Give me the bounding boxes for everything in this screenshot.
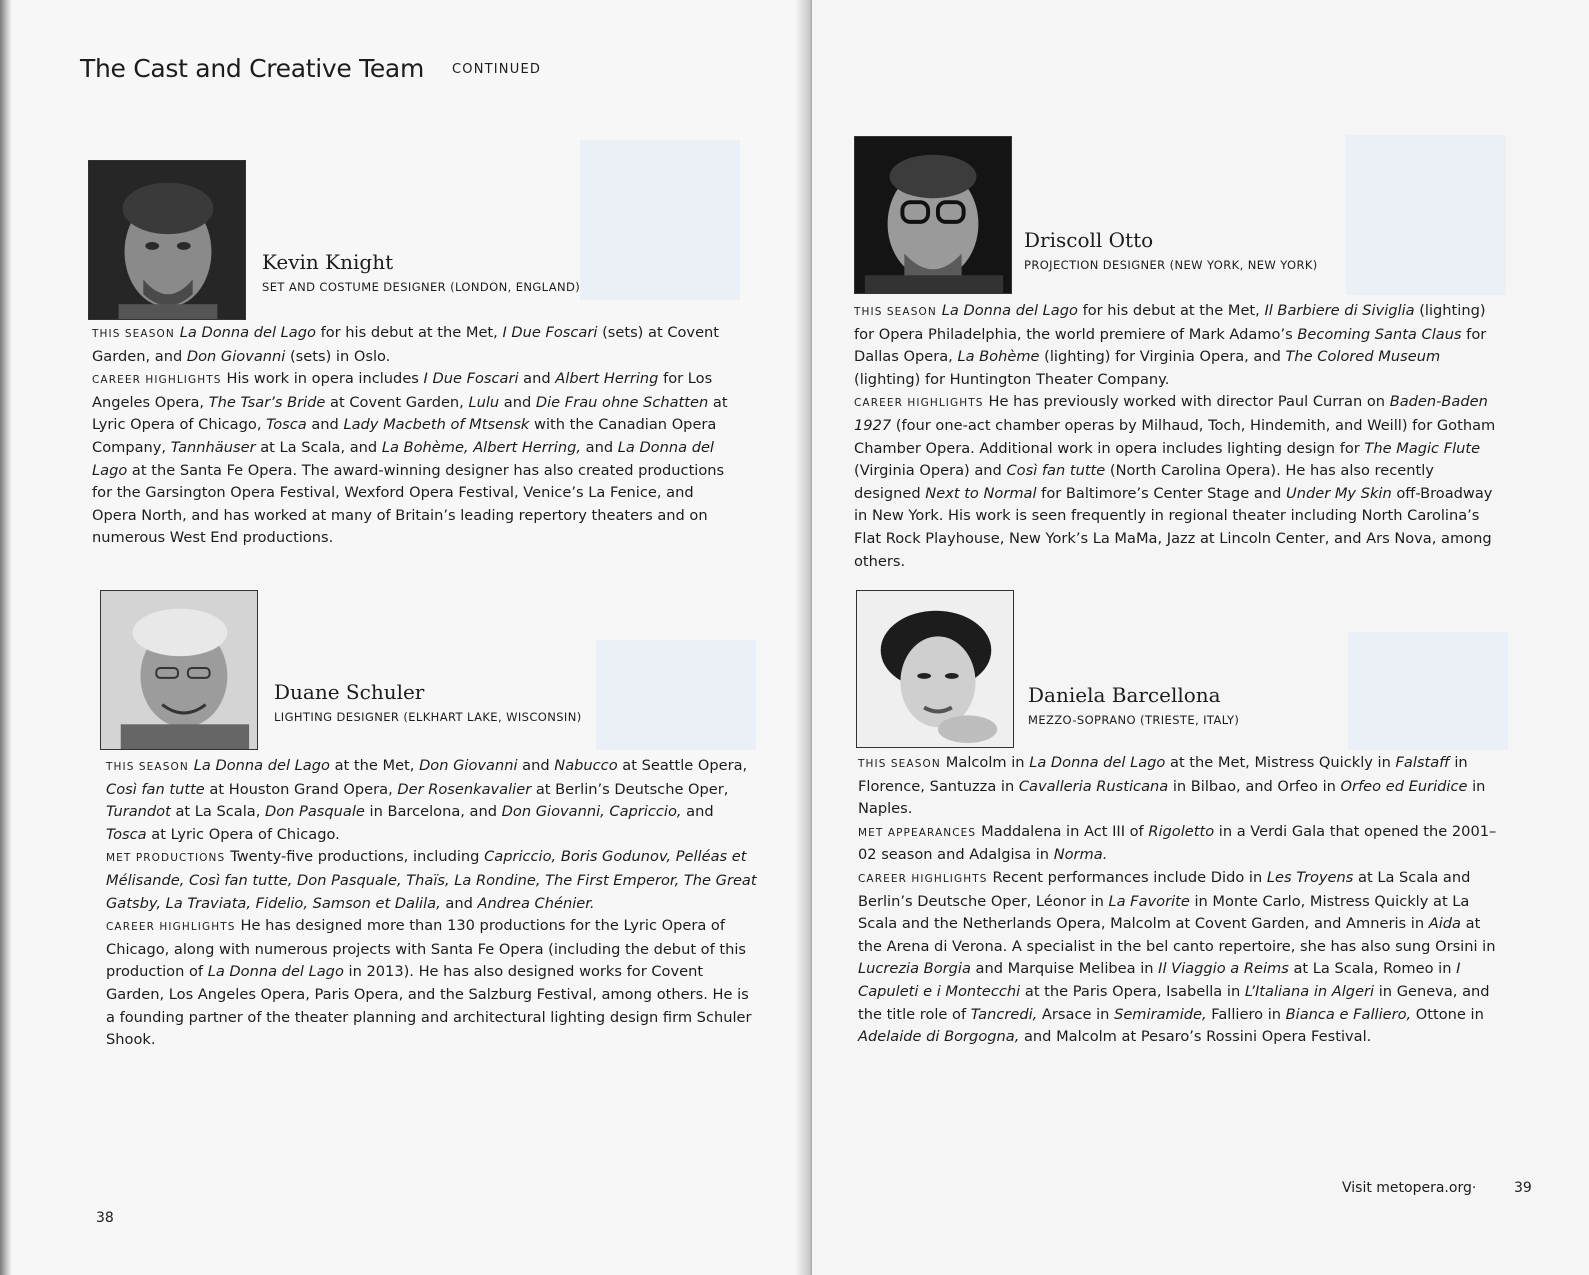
bio-label: THIS SEASON xyxy=(92,328,175,340)
bio-text: La Donna del Lago for his debut at the Met, Il Barbiere di Siviglia (lighting) for Opera Philadelphia, the world premiere of Mark Adamo’s Becoming Santa Claus for Dallas Opera, La Bohème (lighting) for Virginia Opera, and The Colored Museum (lighting) for Huntington Theater Company. xyxy=(854,302,1487,388)
bio-text: Malcolm in La Donna del Lago at the Met, Mistress Quickly in Falstaff in Florence, Santuzza in Cavalleria Rusticana in Bilbao, and Orfeo in Orfeo ed Euridice in Naples. xyxy=(858,754,1486,818)
cast-bio xyxy=(858,752,1506,1049)
cast-role: SET AND COSTUME DESIGNER (LONDON, ENGLAND) xyxy=(262,280,581,294)
bio-paragraph xyxy=(858,821,1506,867)
bleed-through-shadow xyxy=(1346,135,1506,295)
headshot-kevin-knight xyxy=(88,160,246,320)
bio-paragraph xyxy=(106,846,758,915)
cast-bio xyxy=(92,322,742,550)
portrait-image xyxy=(89,161,245,319)
bio-label: THIS SEASON xyxy=(106,761,189,773)
bleed-through-shadow xyxy=(580,140,740,300)
bio-paragraph xyxy=(92,322,742,368)
bio-text: His work in opera includes I Due Foscari and Albert Herring for Los Angeles Opera, The Tsar’s Bride at Covent Garden, Lulu and Die Frau ohne Schatten at Lyric Opera of Chicago, Tosca and Lady Macbeth of Mtsensk with the Canadian Opera Company, Tannhäuser at La Scala, and La Bohème, Albert Herring, and La Donna del Lago at the Santa Fe Opera. The award-winning designer has also created productions for the Garsington Opera Festival, Wexford Opera Festival, Venice’s La Fenice, and Opera North, and has worked at many of Britain’s leading repertory theaters and on numerous West End productions. xyxy=(92,370,728,547)
page-title: The Cast and Creative Team xyxy=(80,54,425,83)
bio-text: Twenty-five productions, including Capriccio, Boris Godunov, Pelléas et Mélisande, Così fan tutte, Don Pasquale, Thaïs, La Rondine, The First Emperor, The Great Gatsby, La Traviata, Fidelio, Samson et Dalila, and Andrea Chénier. xyxy=(106,848,757,912)
cast-role: LIGHTING DESIGNER (ELKHART LAKE, WISCONSIN) xyxy=(274,710,582,724)
headshot-driscoll-otto xyxy=(854,136,1012,294)
bio-text: He has previously worked with director Paul Curran on Baden-Baden 1927 (four one-act chamber operas by Milhaud, Toch, Hindemith, and Weill) for Gotham Chamber Opera. Additional work in opera includes lighting design for The Magic Flute (Virginia Opera) and Così fan tutte (North Carolina Opera). He has also recently designed Next to Normal for Baltimore’s Center Stage and Under My Skin off-Broadway in New York. His work is seen frequently in regional theater including North Carolina’s Flat Rock Playhouse, New York’s La MaMa, Jazz at Lincoln Center, and Ars Nova, among others. xyxy=(854,393,1496,570)
bio-paragraph xyxy=(854,391,1504,573)
bio-text: He has designed more than 130 productions for the Lyric Opera of Chicago, along with numerous projects with Santa Fe Opera (including the debut of this production of La Donna del Lago in 2013). He has also designed works for Covent Garden, Los Angeles Opera, Paris Opera, and the Salzburg Festival, among others. He is a founding partner of the theater planning and architectural lighting design firm Schuler Shook. xyxy=(106,917,752,1049)
portrait-image xyxy=(857,591,1013,747)
bio-text: La Donna del Lago for his debut at the Met, I Due Foscari (sets) at Covent Garden, and Don Giovanni (sets) in Oslo. xyxy=(92,324,720,365)
page-title-continued: CONTINUED xyxy=(452,62,542,77)
bio-label: MET APPEARANCES xyxy=(858,826,977,839)
right-page xyxy=(812,0,1589,1275)
bio-paragraph xyxy=(858,867,1506,1049)
bio-paragraph xyxy=(106,915,758,1052)
cast-bio xyxy=(854,300,1504,573)
bleed-through-shadow xyxy=(596,640,756,750)
bio-label: THIS SEASON xyxy=(858,758,941,770)
cast-name: Kevin Knight xyxy=(262,250,394,274)
bio-label: CAREER HIGHLIGHTS xyxy=(106,921,236,934)
bio-label: THIS SEASON xyxy=(854,306,937,318)
page-number: 39 xyxy=(1514,1180,1532,1196)
cast-name: Driscoll Otto xyxy=(1024,228,1154,252)
page-edge-shadow xyxy=(0,0,12,1275)
cast-role: PROJECTION DESIGNER (NEW YORK, NEW YORK) xyxy=(1024,258,1318,272)
portrait-image xyxy=(101,591,257,749)
page-number: 38 xyxy=(96,1210,114,1226)
bio-paragraph xyxy=(92,368,742,550)
cast-bio xyxy=(106,755,758,1052)
bio-label: CAREER HIGHLIGHTS xyxy=(854,397,984,410)
bleed-through-shadow xyxy=(1348,632,1508,750)
bio-paragraph xyxy=(106,755,758,846)
bio-label: CAREER HIGHLIGHTS xyxy=(858,872,988,885)
headshot-daniela-barcellona xyxy=(856,590,1014,748)
bio-paragraph xyxy=(854,300,1504,391)
bio-label: CAREER HIGHLIGHTS xyxy=(92,374,222,387)
cast-name: Duane Schuler xyxy=(274,680,425,704)
cast-role: MEZZO-SOPRANO (TRIESTE, ITALY) xyxy=(1028,713,1240,727)
bio-text: La Donna del Lago at the Met, Don Giovanni and Nabucco at Seattle Opera, Così fan tutte at Houston Grand Opera, Der Rosenkavalier at Berlin’s Deutsche Oper, Turandot at La Scala, Don Pasquale in Barcelona, and Don Giovanni, Capriccio, and Tosca at Lyric Opera of Chicago. xyxy=(106,757,748,843)
bio-text: Maddalena in Act III of Rigoletto in a Verdi Gala that opened the 2001–02 season and Adalgisa in Norma. xyxy=(858,822,1497,864)
bio-label: MET PRODUCTIONS xyxy=(106,852,226,865)
website-link: Visit metopera.org· xyxy=(1342,1180,1477,1196)
bio-paragraph xyxy=(858,752,1506,821)
headshot-duane-schuler xyxy=(100,590,258,750)
cast-name: Daniela Barcellona xyxy=(1028,683,1221,707)
bio-text: Recent performances include Dido in Les Troyens at La Scala and Berlin’s Deutsche Oper, Léonor in La Favorite in Monte Carlo, Mistress Quickly at La Scala and the Netherlands Opera, Malcolm at Covent Garden, and Amneris in Aida at the Arena di Verona. A specialist in the bel canto repertoire, she has also sung Orsini in Lucrezia Borgia and Marquise Melibea in Il Viaggio a Reims at La Scala, Romeo in I Capuleti e i Montecchi at the Paris Opera, Isabella in L’Italiana in Algeri in Geneva, and the title role of Tancredi, Arsace in Semiramide, Falliero in Bianca e Falliero, Ottone in Adelaide di Borgogna, and Malcolm at Pesaro’s Rossini Opera Festival. xyxy=(858,868,1496,1046)
portrait-image xyxy=(855,137,1011,293)
